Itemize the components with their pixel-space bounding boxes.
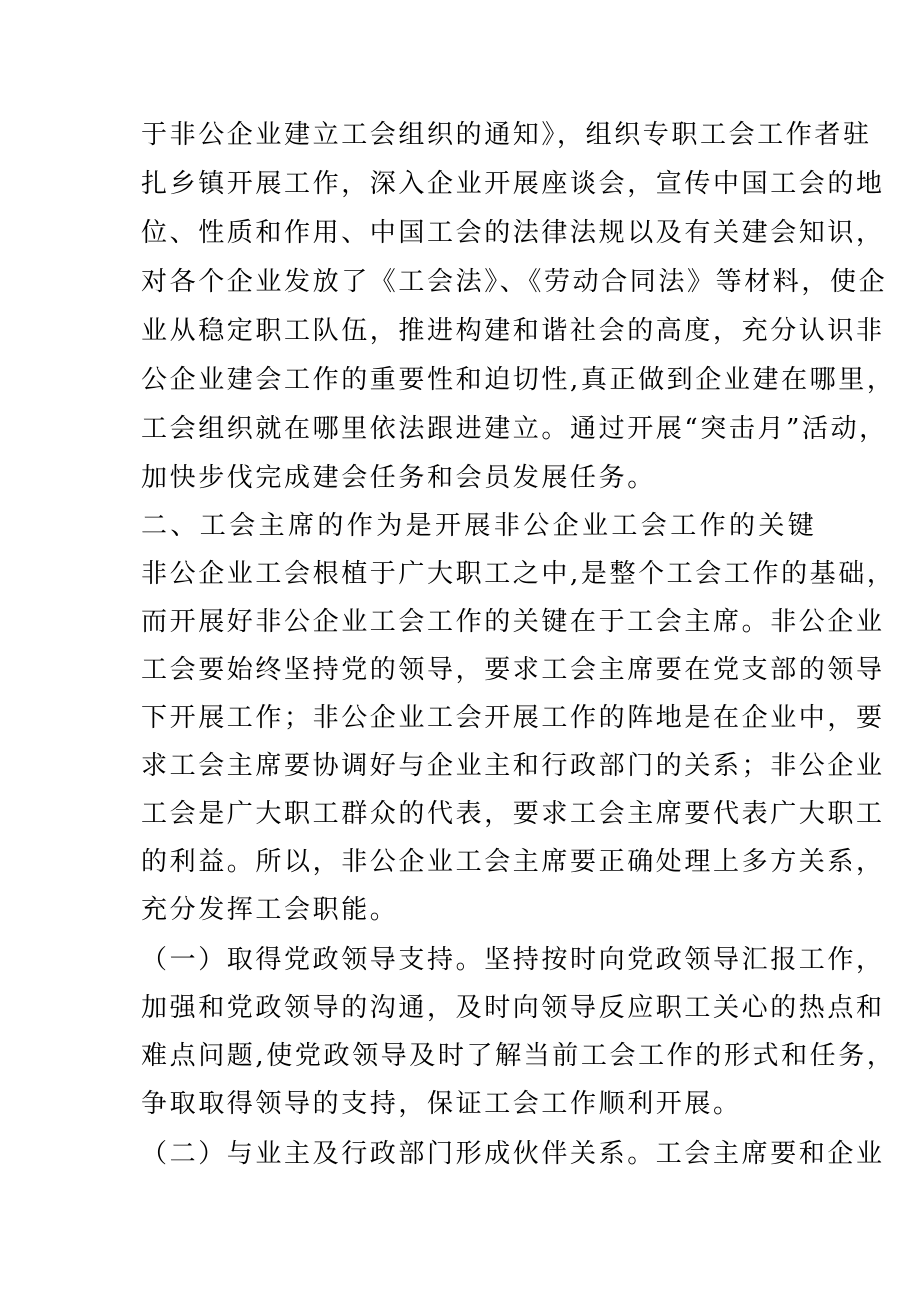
body-line: 公企业建会工作的重要性和迫切性,真正做到企业建在哪里，: [141, 365, 896, 395]
subsection-line: （一）取得党政领导支持。坚持按时向党政领导汇报工作，: [141, 945, 885, 975]
body-line: 工会要始终坚持党的领导，要求工会主席要在党支部的领导: [141, 655, 885, 685]
body-line: 的利益。所以，非公企业工会主席要正确处理上多方关系，: [141, 847, 885, 877]
subsection-line: （二）与业主及行政部门形成伙伴关系。工会主席要和企业: [141, 1139, 885, 1169]
body-line: 而开展好非公企业工会工作的关键在于工会主席。非公企业: [141, 607, 885, 637]
body-line: 充分发挥工会职能。: [141, 895, 399, 925]
body-line: 加强和党政领导的沟通，及时向领导反应职工关心的热点和: [141, 993, 885, 1023]
section-heading: 二、工会主席的作为是开展非公企业工会工作的关键: [141, 511, 818, 541]
body-line: 业从稳定职工队伍，推进构建和谐社会的高度，充分认识非: [141, 316, 885, 346]
body-line: 于非公企业建立工会组织的通知》，组织专职工会工作者驻: [141, 120, 872, 150]
body-line: 非公企业工会根植于广大职工之中,是整个工会工作的基础，: [141, 559, 896, 589]
body-line: 工会组织就在哪里依法跟进建立。通过开展“突击月”活动，: [141, 414, 888, 444]
body-line: 工会是广大职工群众的代表，要求工会主席要代表广大职工: [141, 799, 885, 829]
body-line: 难点问题,使党政领导及时了解当前工会工作的形式和任务，: [141, 1041, 896, 1071]
body-line: 对各个企业发放了《工会法》、《劳动合同法》等材料，使企: [141, 267, 888, 297]
body-line: 加快步伐完成建会任务和会员发展任务。: [141, 463, 656, 493]
body-line: 求工会主席要协调好与企业主和行政部门的关系；非公企业: [141, 751, 885, 781]
body-line: 位、性质和作用、中国工会的法律法规以及有关建会知识，: [141, 218, 885, 248]
body-line: 争取取得领导的支持，保证工会工作顺利开展。: [141, 1089, 742, 1119]
body-line: 下开展工作；非公企业工会开展工作的阵地是在企业中，要: [141, 703, 885, 733]
body-line: 扎乡镇开展工作，深入企业开展座谈会，宣传中国工会的地: [141, 169, 885, 199]
